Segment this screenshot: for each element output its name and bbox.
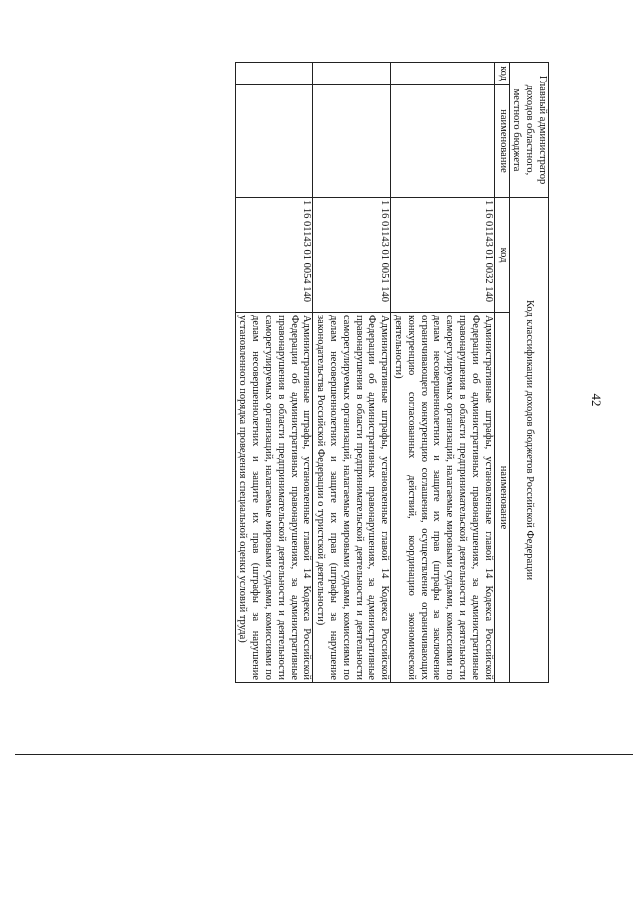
table-row: [391, 63, 494, 683]
income-name-cell: Административные штрафы, установленные главой 14 Кодекса Российской Федерации об административных правонарушениях, за административные правонарушения в области предпринимательской деятельности и деятельности саморегулируемых организаций, налагаемые мировыми судьями, комиссиями по делам несовершеннолетних и защите их прав (штрафы за заключение ограничивающего конкуренцию соглашения, осуществление ограничивающих конкуренцию согласованных действий, координацию экономической деятельности): [391, 313, 494, 683]
subheader-kod-right: код: [494, 198, 509, 313]
admin-kod-cell: [391, 63, 494, 85]
income-code-cell: 1 16 01143 01 0054 140: [235, 198, 313, 313]
admin-name-cell: [313, 85, 391, 198]
subheader-kod: код: [494, 63, 509, 85]
table-row: [235, 63, 313, 683]
admin-kod-cell: [313, 63, 391, 85]
income-code-cell: 1 16 01143 01 0051 140: [313, 198, 391, 313]
header-classification: Код классификации доходов бюджетов Российской Федерации: [509, 198, 548, 683]
subheader-name-left: наименование: [494, 85, 509, 198]
income-classification-table: [235, 62, 549, 683]
table-row: [313, 63, 391, 683]
page-number: 42: [589, 393, 604, 407]
bottom-rule: [15, 754, 633, 755]
admin-name-cell: [235, 85, 313, 198]
income-code-cell: 1 16 01143 01 0032 140: [391, 198, 494, 313]
income-name-cell: Административные штрафы, установленные главой 14 Кодекса Российской Федерации об административных правонарушениях, за административные правонарушения в области предпринимательской деятельности и деятельности саморегулируемых организаций, налагаемые мировыми судьями, комиссиями по делам несовершеннолетних и защите их прав (штрафы за нарушение законодательства Российской Федерации о туристской деятельности): [313, 313, 391, 683]
header-admin: Главный администратор доходов областного, местного бюджета: [509, 63, 548, 198]
income-name-cell: Административные штрафы, установленные главой 14 Кодекса Российской Федерации об административных правонарушениях, за административные правонарушения в области предпринимательской деятельности и деятельности саморегулируемых организаций, налагаемые мировыми судьями, комиссиями по делам несовершеннолетних и защите их прав (штрафы за нарушение установленного порядка проведения специальной оценки условий труда): [235, 313, 313, 683]
admin-name-cell: [391, 85, 494, 198]
admin-kod-cell: [235, 63, 313, 85]
subheader-name-right: наименование: [494, 313, 509, 683]
rotated-document: [126, 62, 549, 682]
